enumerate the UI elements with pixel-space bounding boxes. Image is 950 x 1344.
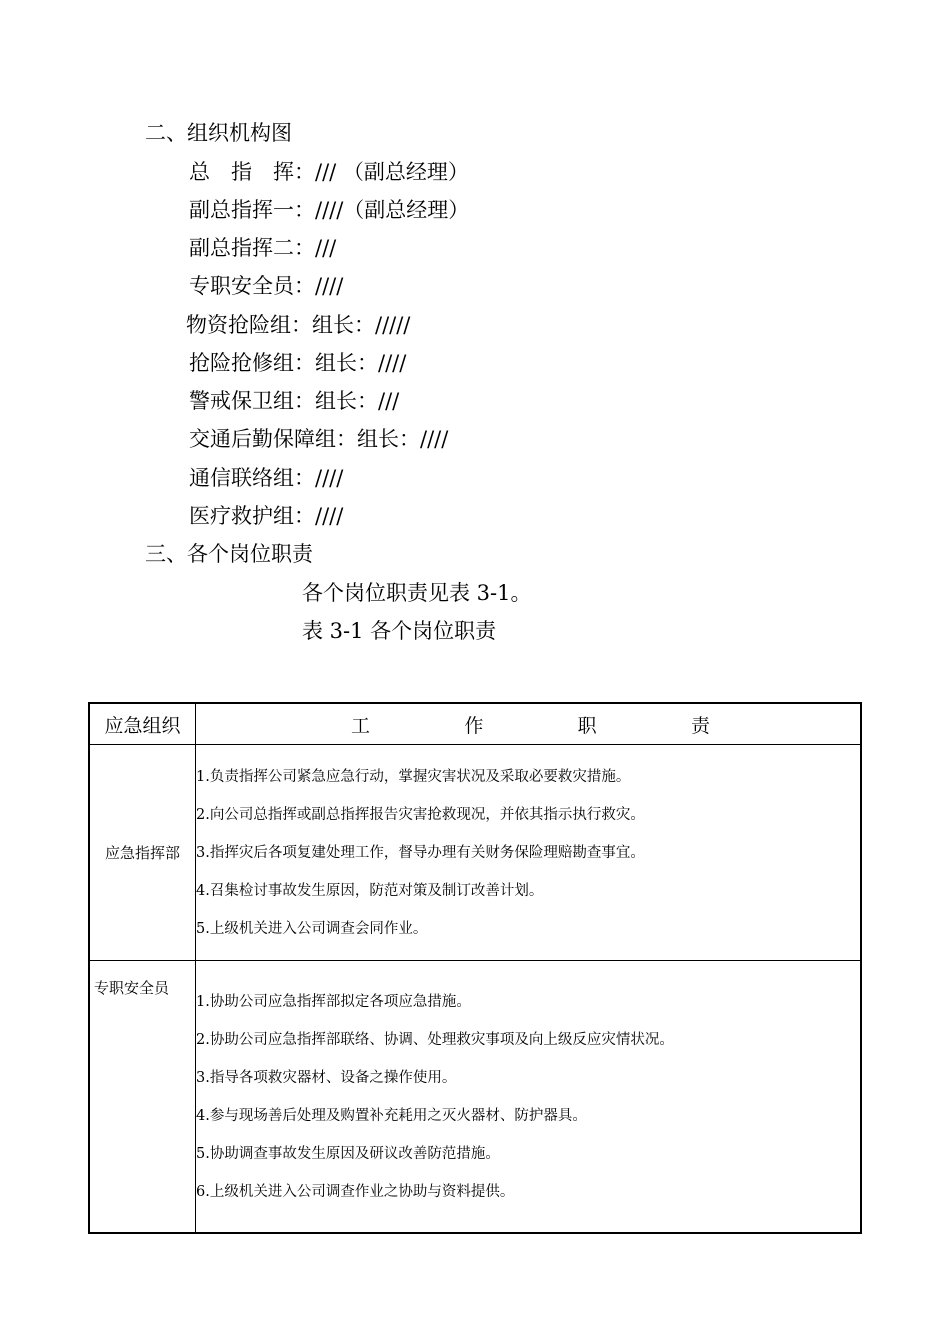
table-header-row — [89, 703, 861, 745]
header-duty-char: 作 — [464, 714, 484, 737]
org-item-commander: 总 指 挥：/// （副总经理） — [189, 160, 469, 184]
header-duty-char: 责 — [690, 714, 710, 737]
org-item-repair-team: 抢险抢修组：组长：//// — [189, 351, 407, 375]
duty-cell-command — [196, 745, 862, 961]
duty-cell-safety-officer — [196, 961, 862, 1234]
header-duty-char: 职 — [577, 714, 597, 737]
duty-item: 1.负责指挥公司紧急应急行动，掌握灾害状况及采取必要救灾措施。 — [196, 768, 631, 785]
table-caption: 表 3-1 各个岗位职责 — [302, 619, 497, 643]
section-heading-org-chart: 二、组织机构图 — [145, 121, 292, 145]
duty-item: 2.向公司总指挥或副总指挥报告灾害抢救现况，并依其指示执行救灾。 — [196, 806, 645, 823]
table-row — [89, 745, 861, 961]
duty-item: 2.协助公司应急指挥部联络、协调、处理救灾事项及向上级反应灾情状况。 — [196, 1031, 674, 1048]
duty-item: 5.上级机关进入公司调查会同作业。 — [196, 920, 428, 937]
org-item-safety-officer: 专职安全员：//// — [189, 274, 344, 298]
org-cell-safety-officer: 专职安全员 — [89, 961, 196, 1234]
duty-item: 4.参与现场善后处理及购置补充耗用之灭火器材、防护器具。 — [196, 1107, 587, 1124]
section-heading-duties: 三、各个岗位职责 — [145, 542, 313, 566]
header-duty — [196, 703, 862, 745]
header-org: 应急组织 — [89, 703, 196, 745]
org-item-security-team: 警戒保卫组：组长：/// — [189, 389, 400, 413]
duty-item: 6.上级机关进入公司调查作业之协助与资料提供。 — [196, 1183, 515, 1200]
duties-table — [88, 702, 862, 1234]
duty-item: 5.协助调查事故发生原因及研议改善防范措施。 — [196, 1145, 500, 1162]
org-item-materials-team: 物资抢险组：组长：///// — [186, 313, 411, 337]
duty-item: 1.协助公司应急指挥部拟定各项应急措施。 — [196, 993, 471, 1010]
duty-item: 4.召集检讨事故发生原因，防范对策及制订改善计划。 — [196, 882, 544, 899]
duty-item: 3.指导各项救灾器材、设备之操作使用。 — [196, 1069, 457, 1086]
org-item-logistics-team: 交通后勤保障组：组长：//// — [189, 427, 449, 451]
org-item-communication-team: 通信联络组：//// — [189, 466, 344, 490]
org-item-medical-team: 医疗救护组：//// — [189, 504, 344, 528]
duty-item: 3.指挥灾后各项复建处理工作，督导办理有关财务保险理赔勘查事宜。 — [196, 844, 645, 861]
org-cell-command: 应急指挥部 — [89, 745, 196, 961]
header-duty-char: 工 — [351, 714, 371, 737]
org-item-deputy-1: 副总指挥一：////（副总经理） — [189, 198, 470, 222]
org-item-deputy-2: 副总指挥二：/// — [189, 236, 337, 260]
table-row — [89, 961, 861, 1234]
duties-reference-note: 各个岗位职责见表 3-1。 — [302, 581, 532, 605]
